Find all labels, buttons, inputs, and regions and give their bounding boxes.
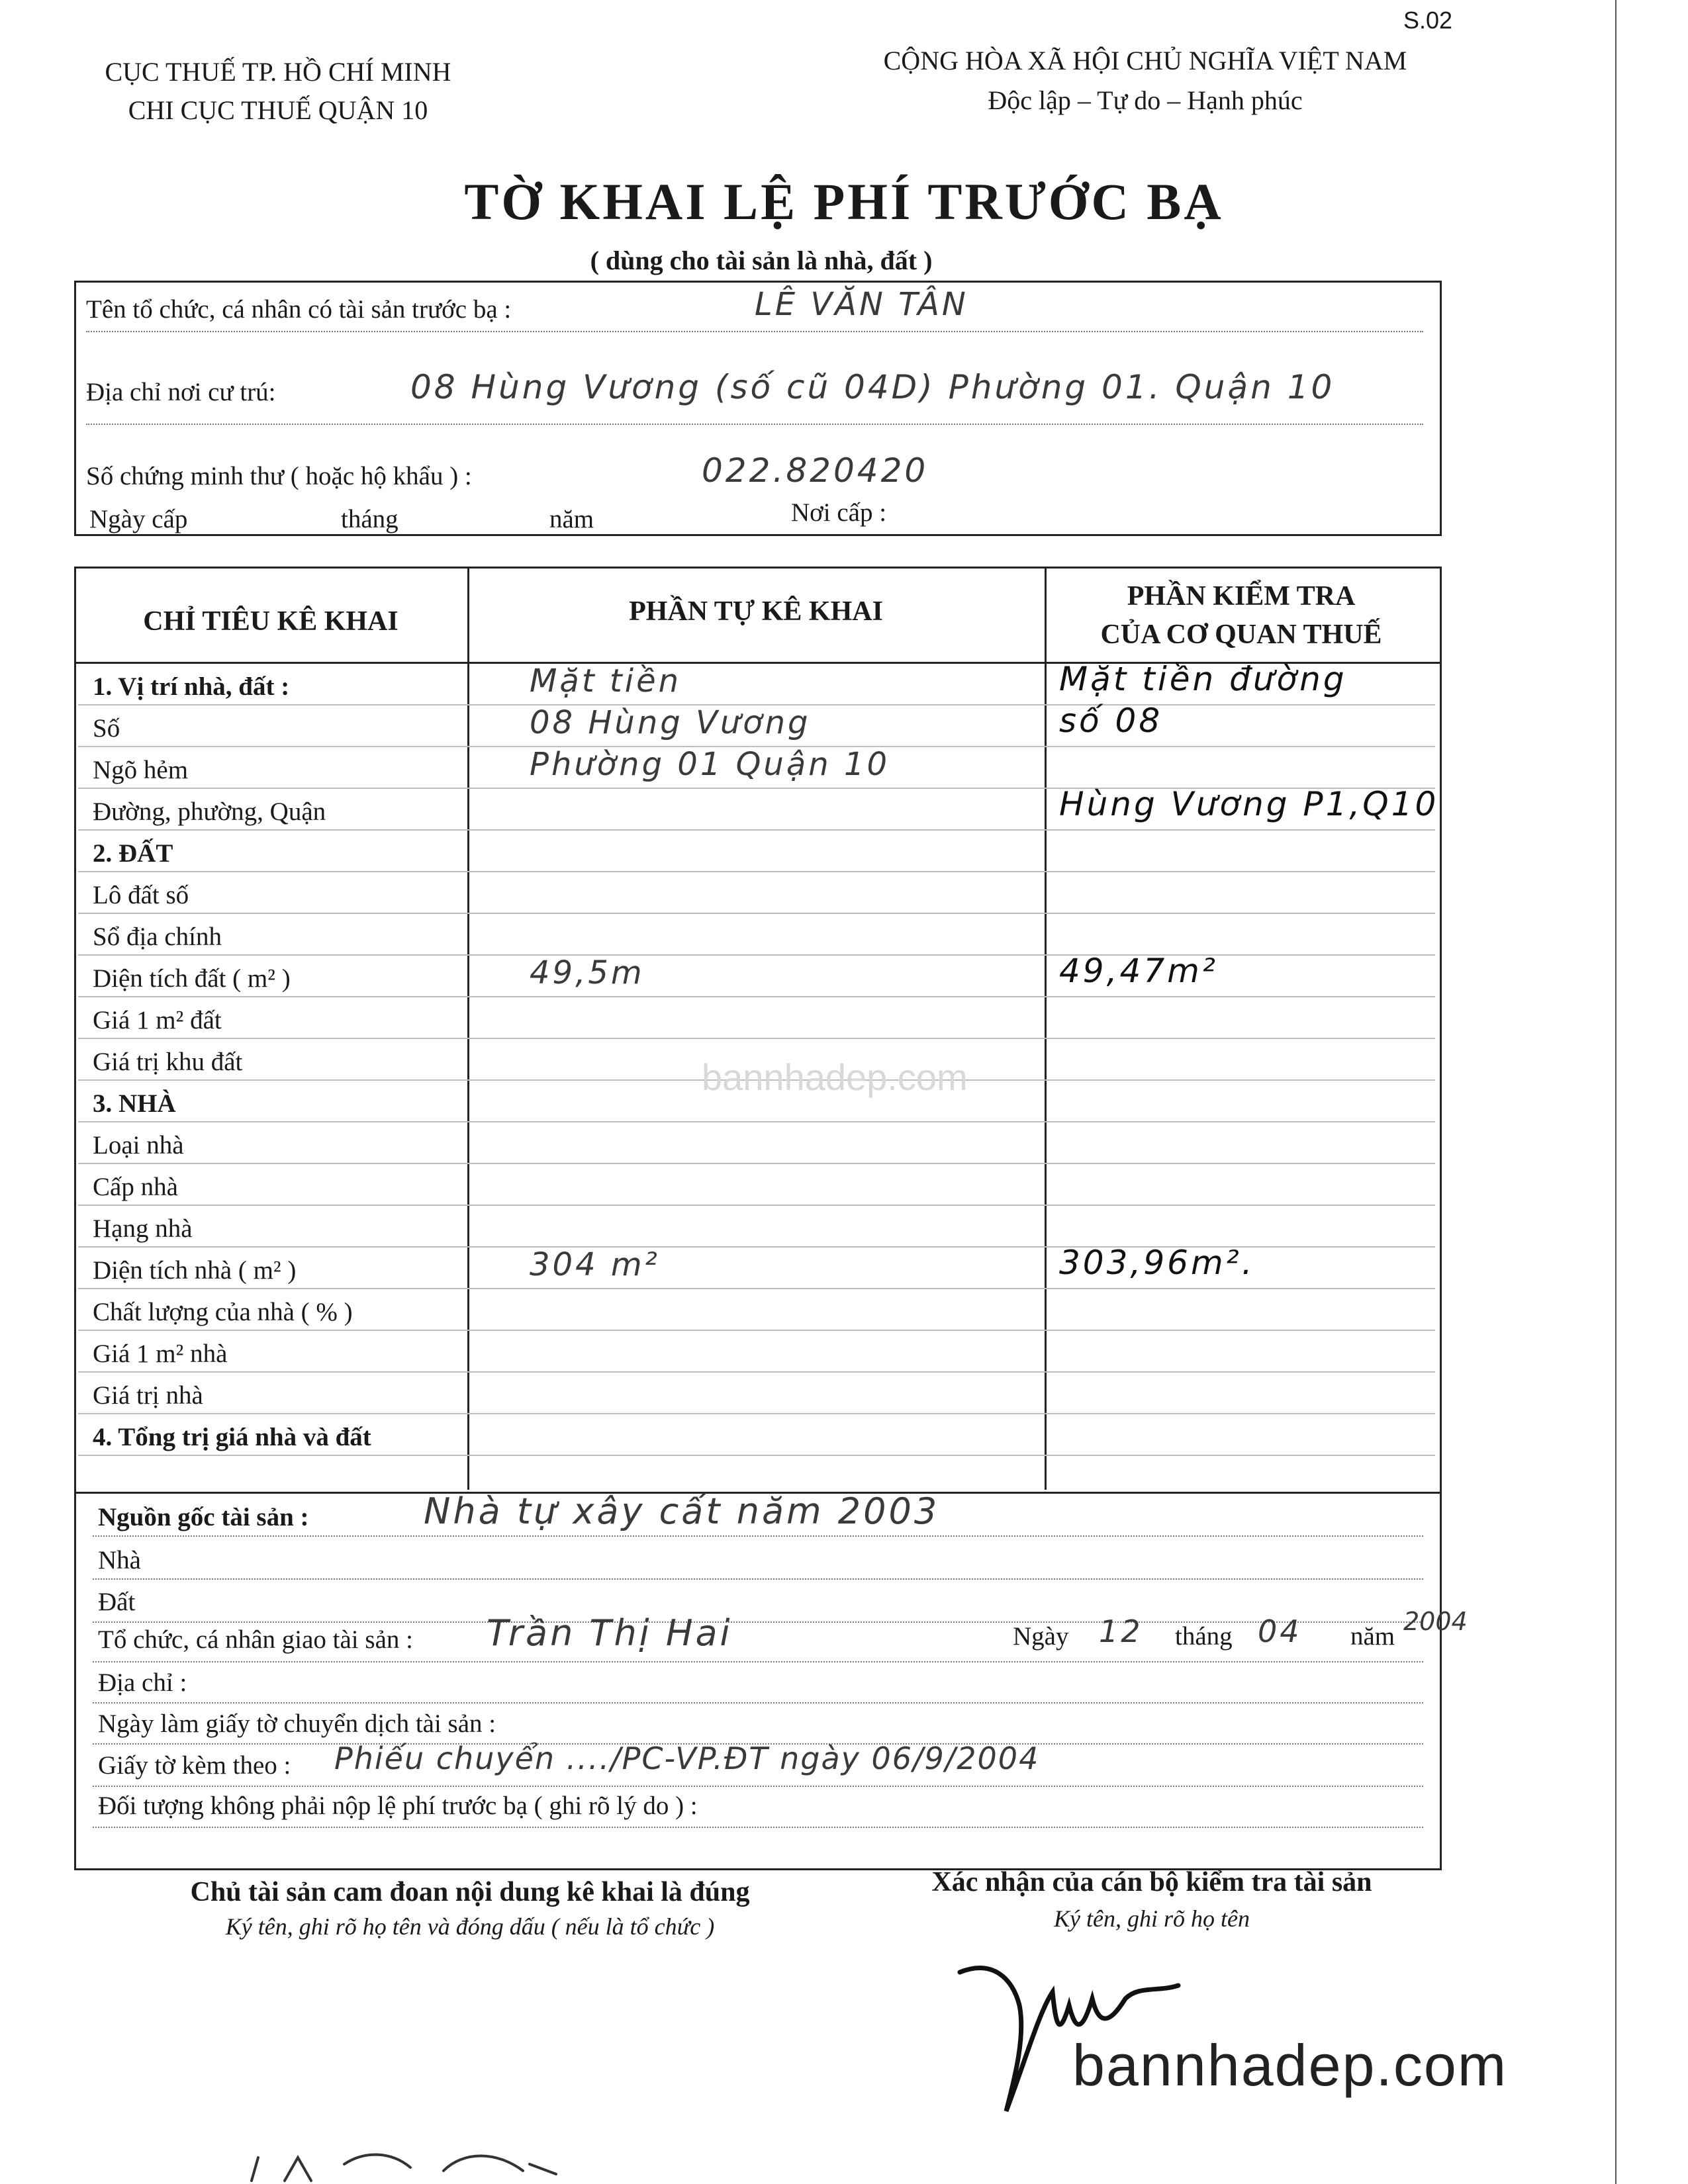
table-row-label: Giá 1 m² đất — [93, 1006, 222, 1034]
attached-docs-value: Phiếu chuyển ..../PC-VP.ĐT ngày 06/9/2004 — [334, 1741, 1040, 1776]
table-row-line — [78, 871, 1435, 872]
transfer-month-label: tháng — [1175, 1622, 1233, 1651]
owner-address-label: Địa chỉ nơi cư trú: — [86, 378, 276, 406]
table-row-line — [78, 1038, 1435, 1039]
table-row-label: Diện tích nhà ( m² ) — [93, 1256, 297, 1285]
table-row-label: Ngõ hẻm — [93, 756, 189, 784]
dotted-line — [86, 331, 1423, 332]
col-header-criteria: CHỈ TIÊU KÊ KHAI — [143, 606, 399, 637]
id-issue-day-label: Ngày cấp — [89, 505, 188, 533]
table-row-label: Chất lượng của nhà ( % ) — [93, 1298, 353, 1326]
watermark-center: bannhadep.com — [702, 1056, 968, 1098]
national-header — [821, 41, 1470, 120]
page-edge-line — [1615, 0, 1617, 2184]
table-row-label: Diện tích đất ( m² ) — [93, 964, 291, 993]
table-row-label: Đường, phường, Quận — [93, 797, 326, 826]
table-row-line — [78, 1163, 1435, 1164]
table-row-self-value: 49,5m — [530, 954, 645, 991]
table-row-check-value: 49,47m² — [1059, 952, 1218, 990]
owner-name-label: Tên tổ chức, cá nhân có tài sản trước bạ : — [86, 295, 512, 324]
table-row-label: 2. ĐẤT — [93, 839, 173, 868]
dotted-line — [93, 1661, 1423, 1662]
id-issue-place-label: Nơi cấp : — [791, 498, 887, 527]
table-row-label: Giá 1 m² nhà — [93, 1340, 228, 1368]
table-row-line — [78, 1330, 1435, 1331]
table-row-line — [78, 1121, 1435, 1122]
table-row-label: 4. Tổng trị giá nhà và đất — [93, 1423, 371, 1451]
table-row-check-value: số 08 — [1059, 702, 1163, 740]
agency-line-2: CHI CỤC THUẾ QUẬN 10 — [128, 95, 428, 125]
table-row-line — [78, 1371, 1435, 1373]
transfer-day-label: Ngày — [1013, 1622, 1069, 1651]
table-row-line — [78, 954, 1435, 956]
table-row-line — [78, 913, 1435, 914]
owner-name-value: LÊ VĂN TÂN — [755, 286, 968, 323]
table-row-line — [78, 1413, 1435, 1414]
id-issue-month-label: tháng — [341, 505, 399, 533]
col-header-tax-check-line2: CỦA CƠ QUAN THUẾ — [1100, 619, 1382, 650]
origin-house-label: Nhà — [98, 1546, 141, 1574]
table-row-check-value: Hùng Vương P1,Q10 — [1059, 785, 1439, 823]
col-header-tax-check-line1: PHẦN KIỂM TRA — [1127, 581, 1356, 612]
table-row-label: 1. Vị trí nhà, đất : — [93, 672, 290, 701]
document-title: TỜ KHAI LỆ PHÍ TRƯỚC BẠ — [464, 173, 1224, 230]
origin-land-label: Đất — [98, 1588, 136, 1616]
col-header-self-declared: PHẦN TỰ KÊ KHAI — [629, 596, 883, 627]
table-row-label: Hạng nhà — [93, 1214, 193, 1243]
owner-signature-partial — [245, 2144, 576, 2184]
table-row-line — [78, 829, 1435, 831]
transfer-year-value: 2004 — [1403, 1607, 1468, 1636]
table-row-self-value: 08 Hùng Vương — [530, 704, 811, 741]
table-row-line — [78, 1205, 1435, 1206]
table-row-check-value: Mặt tiền đường — [1059, 660, 1347, 698]
table-row-label: Sổ địa chính — [93, 923, 222, 951]
id-issue-year-label: năm — [549, 505, 594, 533]
signature-stroke — [252, 2155, 556, 2181]
owner-address-value: 08 Hùng Vương (số cũ 04D) Phường 01. Quận 10 — [410, 368, 1335, 406]
table-row-line — [78, 1455, 1435, 1456]
owner-id-label: Số chứng minh thư ( hoặc hộ khẩu ) : — [86, 462, 472, 490]
origin-label: Nguồn gốc tài sản : — [98, 1503, 309, 1531]
dotted-line — [93, 1702, 1423, 1704]
transfer-year-label: năm — [1350, 1622, 1395, 1651]
exemption-label: Đối tượng không phải nộp lệ phí trước bạ ( ghi rõ lý do ) : — [98, 1792, 698, 1820]
table-row-label: Loại nhà — [93, 1131, 184, 1160]
dotted-line — [93, 1578, 1423, 1580]
national-name: CỘNG HÒA XÃ HỘI CHỦ NGHĨA VIỆT NAM — [883, 46, 1407, 75]
owner-id-value: 022.820420 — [702, 451, 929, 490]
table-row-label: Số — [93, 714, 120, 743]
dotted-line — [93, 1827, 1423, 1828]
table-row-label: Giá trị nhà — [93, 1381, 203, 1410]
inspector-title: Xác nhận của cán bộ kiểm tra tài sản — [931, 1867, 1372, 1897]
dotted-line — [93, 1786, 1423, 1787]
dotted-line — [86, 424, 1423, 425]
table-row-line — [78, 996, 1435, 997]
transferor-value: Trần Thị Hai — [487, 1612, 733, 1654]
owner-commitment-subtitle: Ký tên, ghi rõ họ tên và đóng dấu ( nếu là tổ chức ) — [225, 1913, 715, 1940]
table-row-self-value: 304 m² — [530, 1246, 660, 1283]
transfer-day-value: 12 — [1099, 1614, 1143, 1649]
origin-value: Nhà tự xây cất năm 2003 — [424, 1490, 940, 1532]
table-row-label: Lô đất số — [93, 881, 189, 909]
table-row-label: Giá trị khu đất — [93, 1048, 243, 1076]
col-header-tax-check — [1045, 577, 1438, 654]
table-row-label: Cấp nhà — [93, 1173, 178, 1201]
transfer-doc-date-label: Ngày làm giấy tờ chuyển dịch tài sản : — [98, 1709, 496, 1738]
owner-commitment-title: Chủ tài sản cam đoan nội dung kê khai là đúng — [190, 1877, 750, 1907]
dotted-line — [93, 1535, 1423, 1537]
table-row-self-value: Mặt tiền — [530, 662, 682, 700]
watermark-bottom: bannhadep.com — [1072, 2032, 1508, 2098]
attached-docs-label: Giấy tờ kèm theo : — [98, 1751, 291, 1780]
transferor-address-label: Địa chỉ : — [98, 1668, 187, 1697]
transfer-month-value: 04 — [1258, 1614, 1302, 1649]
agency-line-1: CỤC THUẾ TP. HỒ CHÍ MINH — [105, 57, 451, 87]
table-row-label: 3. NHÀ — [93, 1089, 176, 1118]
table-row-check-value: 303,96m². — [1059, 1244, 1255, 1282]
agency-header — [60, 53, 496, 130]
table-row-self-value: Phường 01 Quận 10 — [530, 746, 890, 783]
form-code: S.02 — [1403, 7, 1453, 34]
table-row-line — [78, 1288, 1435, 1289]
document-subtitle: ( dùng cho tài sản là nhà, đất ) — [590, 246, 933, 275]
national-motto: Độc lập – Tự do – Hạnh phúc — [988, 85, 1303, 115]
inspector-subtitle: Ký tên, ghi rõ họ tên — [1054, 1905, 1250, 1932]
transferor-label: Tổ chức, cá nhân giao tài sản : — [98, 1625, 413, 1654]
